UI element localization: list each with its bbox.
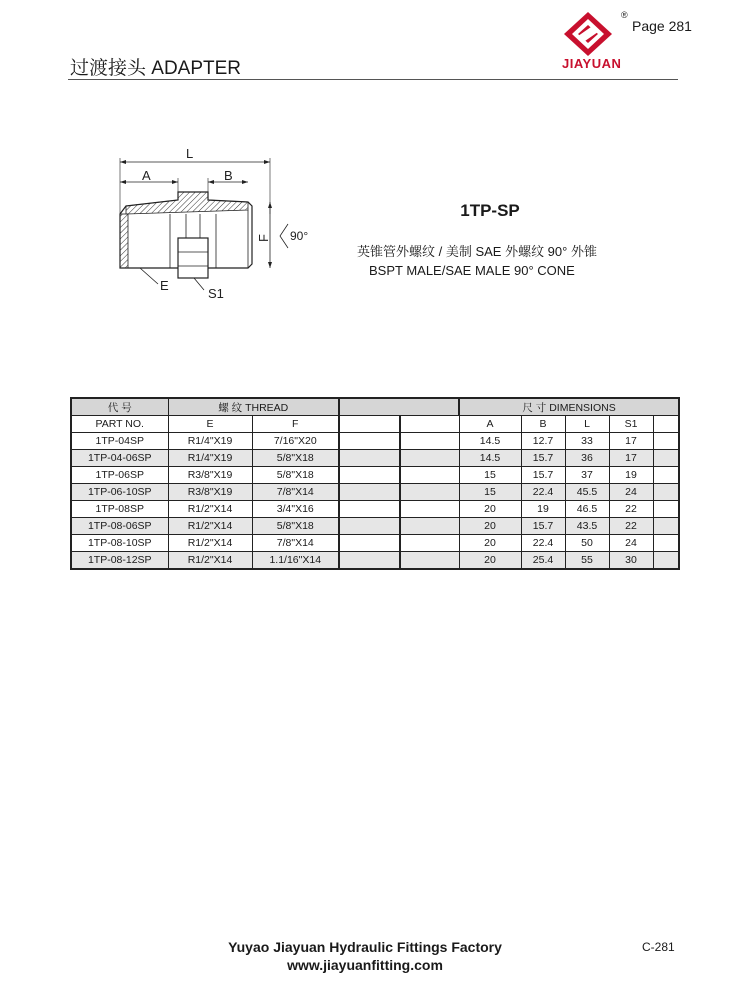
- brand-name: JIAYUAN: [562, 56, 622, 71]
- header-e: E: [168, 416, 252, 433]
- header-part-cn: 代 号: [71, 398, 168, 416]
- page-title: 过渡接头 ADAPTER: [70, 58, 242, 79]
- label-E: E: [160, 278, 169, 293]
- table-row: 1TP-04-06SP R1/4"X19 5/8"X18 14.5 15.7 36 17: [71, 450, 679, 467]
- label-S1: S1: [208, 286, 224, 301]
- header-b: B: [521, 416, 565, 433]
- footer-page-code: C-281: [642, 940, 675, 954]
- header-a: A: [459, 416, 521, 433]
- table-header-top: [71, 398, 679, 416]
- header-l: L: [565, 416, 609, 433]
- header-s1: S1: [609, 416, 653, 433]
- table-row: 1TP-08-06SP R1/2"X14 5/8"X18 20 15.7 43.5 22: [71, 518, 679, 535]
- header-dimensions: 尺 寸 DIMENSIONS: [459, 398, 679, 416]
- label-B: B: [224, 168, 233, 183]
- header-thread: 螺 纹 THREAD: [168, 398, 339, 416]
- registered-mark: ®: [621, 10, 628, 20]
- header-f: F: [252, 416, 339, 433]
- product-description-en: BSPT MALE/SAE MALE 90° CONE: [369, 263, 575, 278]
- page-number: Page 281: [632, 18, 692, 34]
- product-description-cn: 英锥管外螺纹 / 美制 SAE 外螺纹 90° 外锥: [357, 244, 597, 259]
- label-L: L: [186, 146, 194, 161]
- spec-table: [70, 397, 680, 570]
- table-row: 1TP-08SP R1/2"X14 3/4"X16 20 19 46.5 22: [71, 501, 679, 518]
- header-part-no: PART NO.: [71, 416, 168, 433]
- table-row: 1TP-04SP R1/4"X19 7/16"X20 14.5 12.7 33 17: [71, 433, 679, 450]
- footer-url: www.jiayuanfitting.com: [287, 957, 443, 973]
- table-row: 1TP-08-12SP R1/2"X14 1.1/16"X14 20 25.4 55 30: [71, 552, 679, 570]
- header-divider: [68, 79, 678, 80]
- table-row: 1TP-08-10SP R1/2"X14 7/8"X14 20 22.4 50 24: [71, 535, 679, 552]
- table-row: 1TP-06-10SP R3/8"X19 7/8"X14 15 22.4 45.5 24: [71, 484, 679, 501]
- table-row: 1TP-06SP R3/8"X19 5/8"X18 15 15.7 37 19: [71, 467, 679, 484]
- fitting-drawing: [100, 140, 330, 310]
- label-A: A: [142, 168, 151, 183]
- product-model: 1TP-SP: [460, 201, 520, 220]
- label-F: F: [256, 234, 271, 242]
- table-header-sub: [71, 416, 679, 433]
- footer-company: Yuyao Jiayuan Hydraulic Fittings Factory: [228, 939, 502, 955]
- header-spacer: [339, 398, 459, 416]
- label-angle: 90°: [290, 229, 309, 243]
